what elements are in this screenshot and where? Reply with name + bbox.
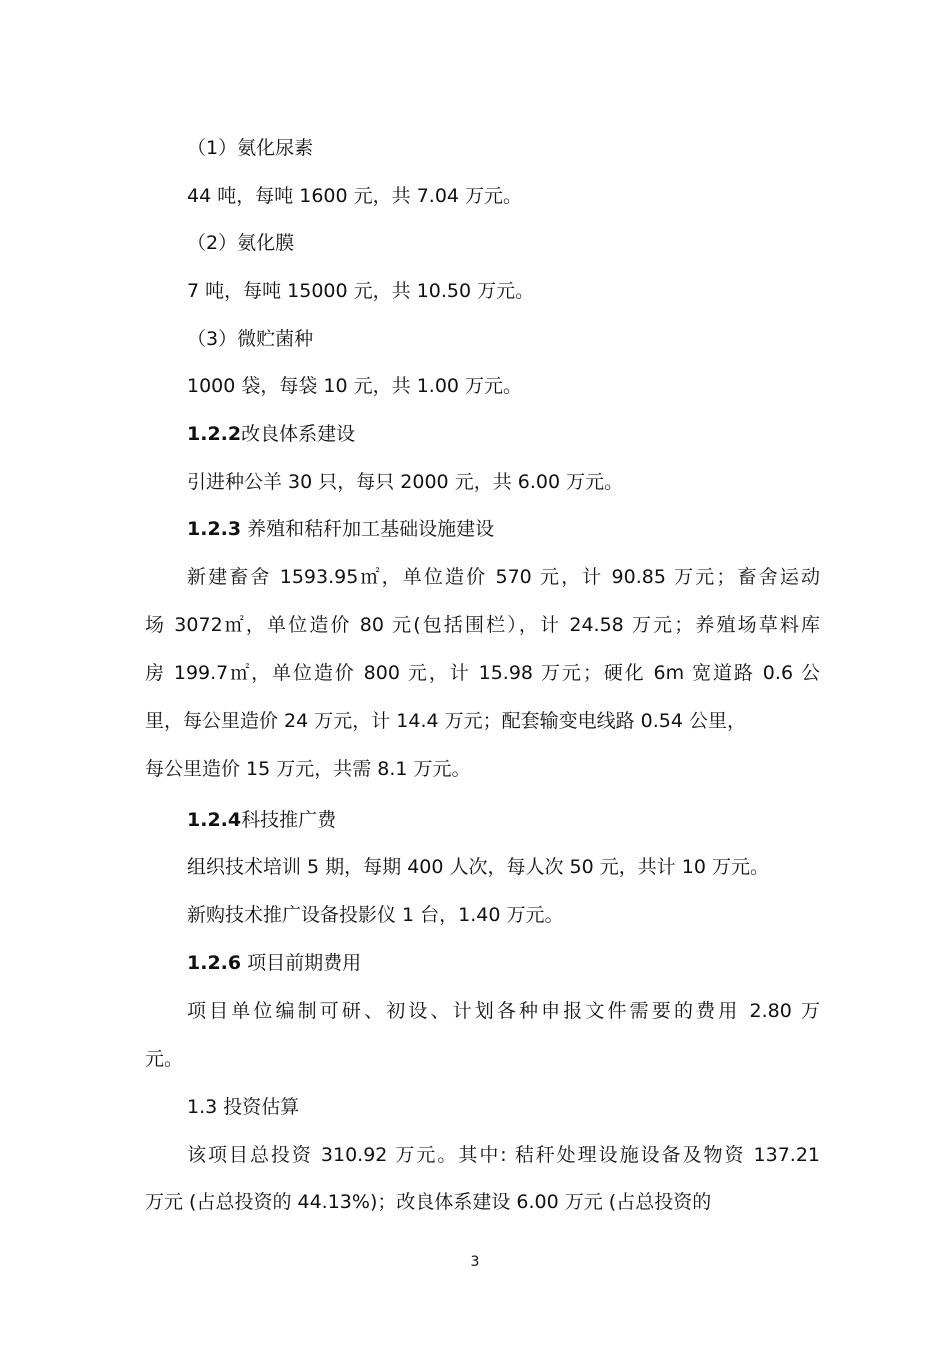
- paragraph-line: 引进种公羊 30 只，每只 2000 元，共 6.00 万元。: [187, 471, 624, 493]
- section-title: 改良体系建设: [241, 423, 356, 445]
- section-heading-1-2-6: [187, 949, 361, 977]
- section-number: 1.2.2: [187, 423, 242, 445]
- section-title: 养殖和秸秆加工基础设施建设: [241, 518, 495, 540]
- paragraph-line: 场 3072㎡，单位造价 80 元(包括围栏），计 24.58 万元；养殖场草料库: [145, 614, 820, 636]
- section-number: 1.2.3: [187, 518, 242, 540]
- item-heading-2: （2）氨化膜: [187, 232, 295, 254]
- item-detail-3: 1000 袋，每袋 10 元，共 1.00 万元。: [187, 375, 523, 397]
- section-heading-1-2-4: [187, 806, 336, 834]
- paragraph-line: 该项目总投资 310.92 万元。其中: 秸秆处理设施设备及物资 137.21: [187, 1144, 820, 1166]
- paragraph-line: 万元 (占总投资的 44.13%)；改良体系建设 6.00 万元 (占总投资的: [145, 1191, 712, 1213]
- section-heading-1-3: 1.3 投资估算: [187, 1096, 300, 1118]
- item-heading-1: （1）氨化尿素: [187, 137, 314, 159]
- item-heading-3: （3）微贮菌种: [187, 328, 314, 350]
- paragraph-line: 项目单位编制可研、初设、计划各种申报文件需要的费用 2.80 万: [187, 1000, 820, 1022]
- paragraph-line: 元。: [145, 1048, 184, 1070]
- paragraph-line: 里，每公里造价 24 万元，计 14.4 万元；配套输变电线路 0.54 公里，: [145, 710, 747, 732]
- section-title: 项目前期费用: [241, 952, 362, 974]
- paragraph-line: 新购技术推广设备投影仪 1 台，1.40 万元。: [187, 904, 564, 926]
- section-heading-1-2-3: [187, 515, 494, 543]
- paragraph-line: 组织技术培训 5 期，每期 400 人次，每人次 50 元，共计 10 万元。: [187, 856, 770, 878]
- item-detail-1: 44 吨，每吨 1600 元，共 7.04 万元。: [187, 185, 523, 207]
- item-detail-2: 7 吨，每吨 15000 元，共 10.50 万元。: [187, 280, 535, 302]
- paragraph-line: 新建畜舍 1593.95㎡，单位造价 570 元，计 90.85 万元；畜舍运动: [187, 566, 820, 588]
- section-number: 1.2.4: [187, 809, 242, 831]
- paragraph-line: 房 199.7㎡，单位造价 800 元，计 15.98 万元；硬化 6m 宽道路 0.6 公: [145, 662, 820, 684]
- section-heading-1-2-2: [187, 420, 355, 448]
- section-title: 科技推广费: [241, 809, 337, 831]
- section-number: 1.2.6: [187, 952, 242, 974]
- page-number: 3: [470, 1254, 480, 1270]
- paragraph-line: 每公里造价 15 万元，共需 8.1 万元。: [145, 758, 471, 780]
